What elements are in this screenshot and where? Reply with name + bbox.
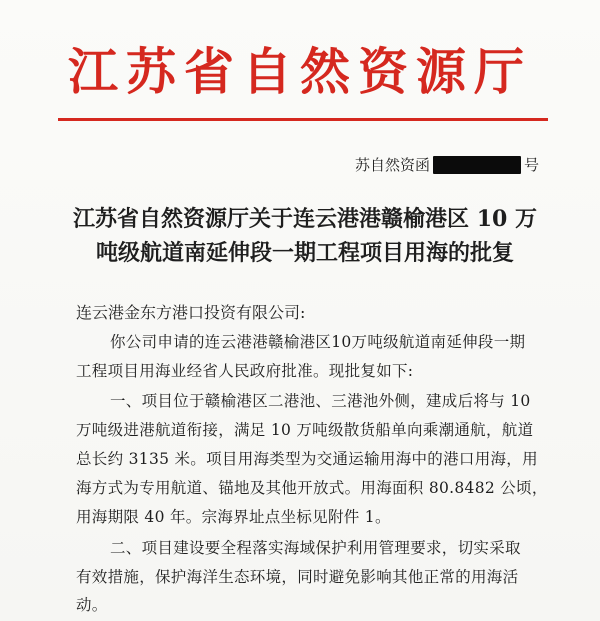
document-title-line-1: 江苏省自然资源厅关于连云港港赣榆港区 10 万	[73, 206, 537, 232]
document-number	[355, 154, 539, 175]
document-title-line-2: 吨级航道南延伸段一期工程项目用海的批复	[95, 240, 514, 266]
red-divider	[58, 118, 548, 121]
body-line: 有效措施，保护海洋生态环境，同时避免影响其他正常的用海活	[76, 568, 519, 586]
body-line: 海方式为专用航道、锚地及其他开放式。用海面积 80.8482 公顷，	[76, 479, 548, 497]
body-line: 动。	[76, 596, 108, 614]
body-line: 二、项目建设要全程落实海域保护利用管理要求，切实采取	[110, 539, 521, 557]
body-line: 万吨级进港航道衔接，满足 10 万吨级散货船单向乘潮通航，航道	[76, 421, 534, 439]
body-line: 你公司申请的连云港港赣榆港区10万吨级航道南延伸段一期	[110, 333, 526, 351]
addressee: 连云港金东方港口投资有限公司:	[76, 303, 306, 322]
body-line: 工程项目用海业经省人民政府批准。现批复如下:	[76, 362, 414, 380]
document-number-suffix: 号	[524, 156, 540, 174]
body-line: 总长约 3135 米。项目用海类型为交通运输用海中的港口用海，用	[76, 450, 538, 468]
body-line: 一、项目位于赣榆港区二港池、三港池外侧，建成后将与 10	[110, 392, 531, 410]
agency-header: 江苏省自然资源厅	[68, 42, 532, 101]
document-number-prefix: 苏自然资函	[355, 156, 431, 174]
body-line: 用海期限 40 年。宗海界址点坐标见附件 1。	[76, 508, 391, 526]
redaction-bar	[433, 156, 521, 174]
